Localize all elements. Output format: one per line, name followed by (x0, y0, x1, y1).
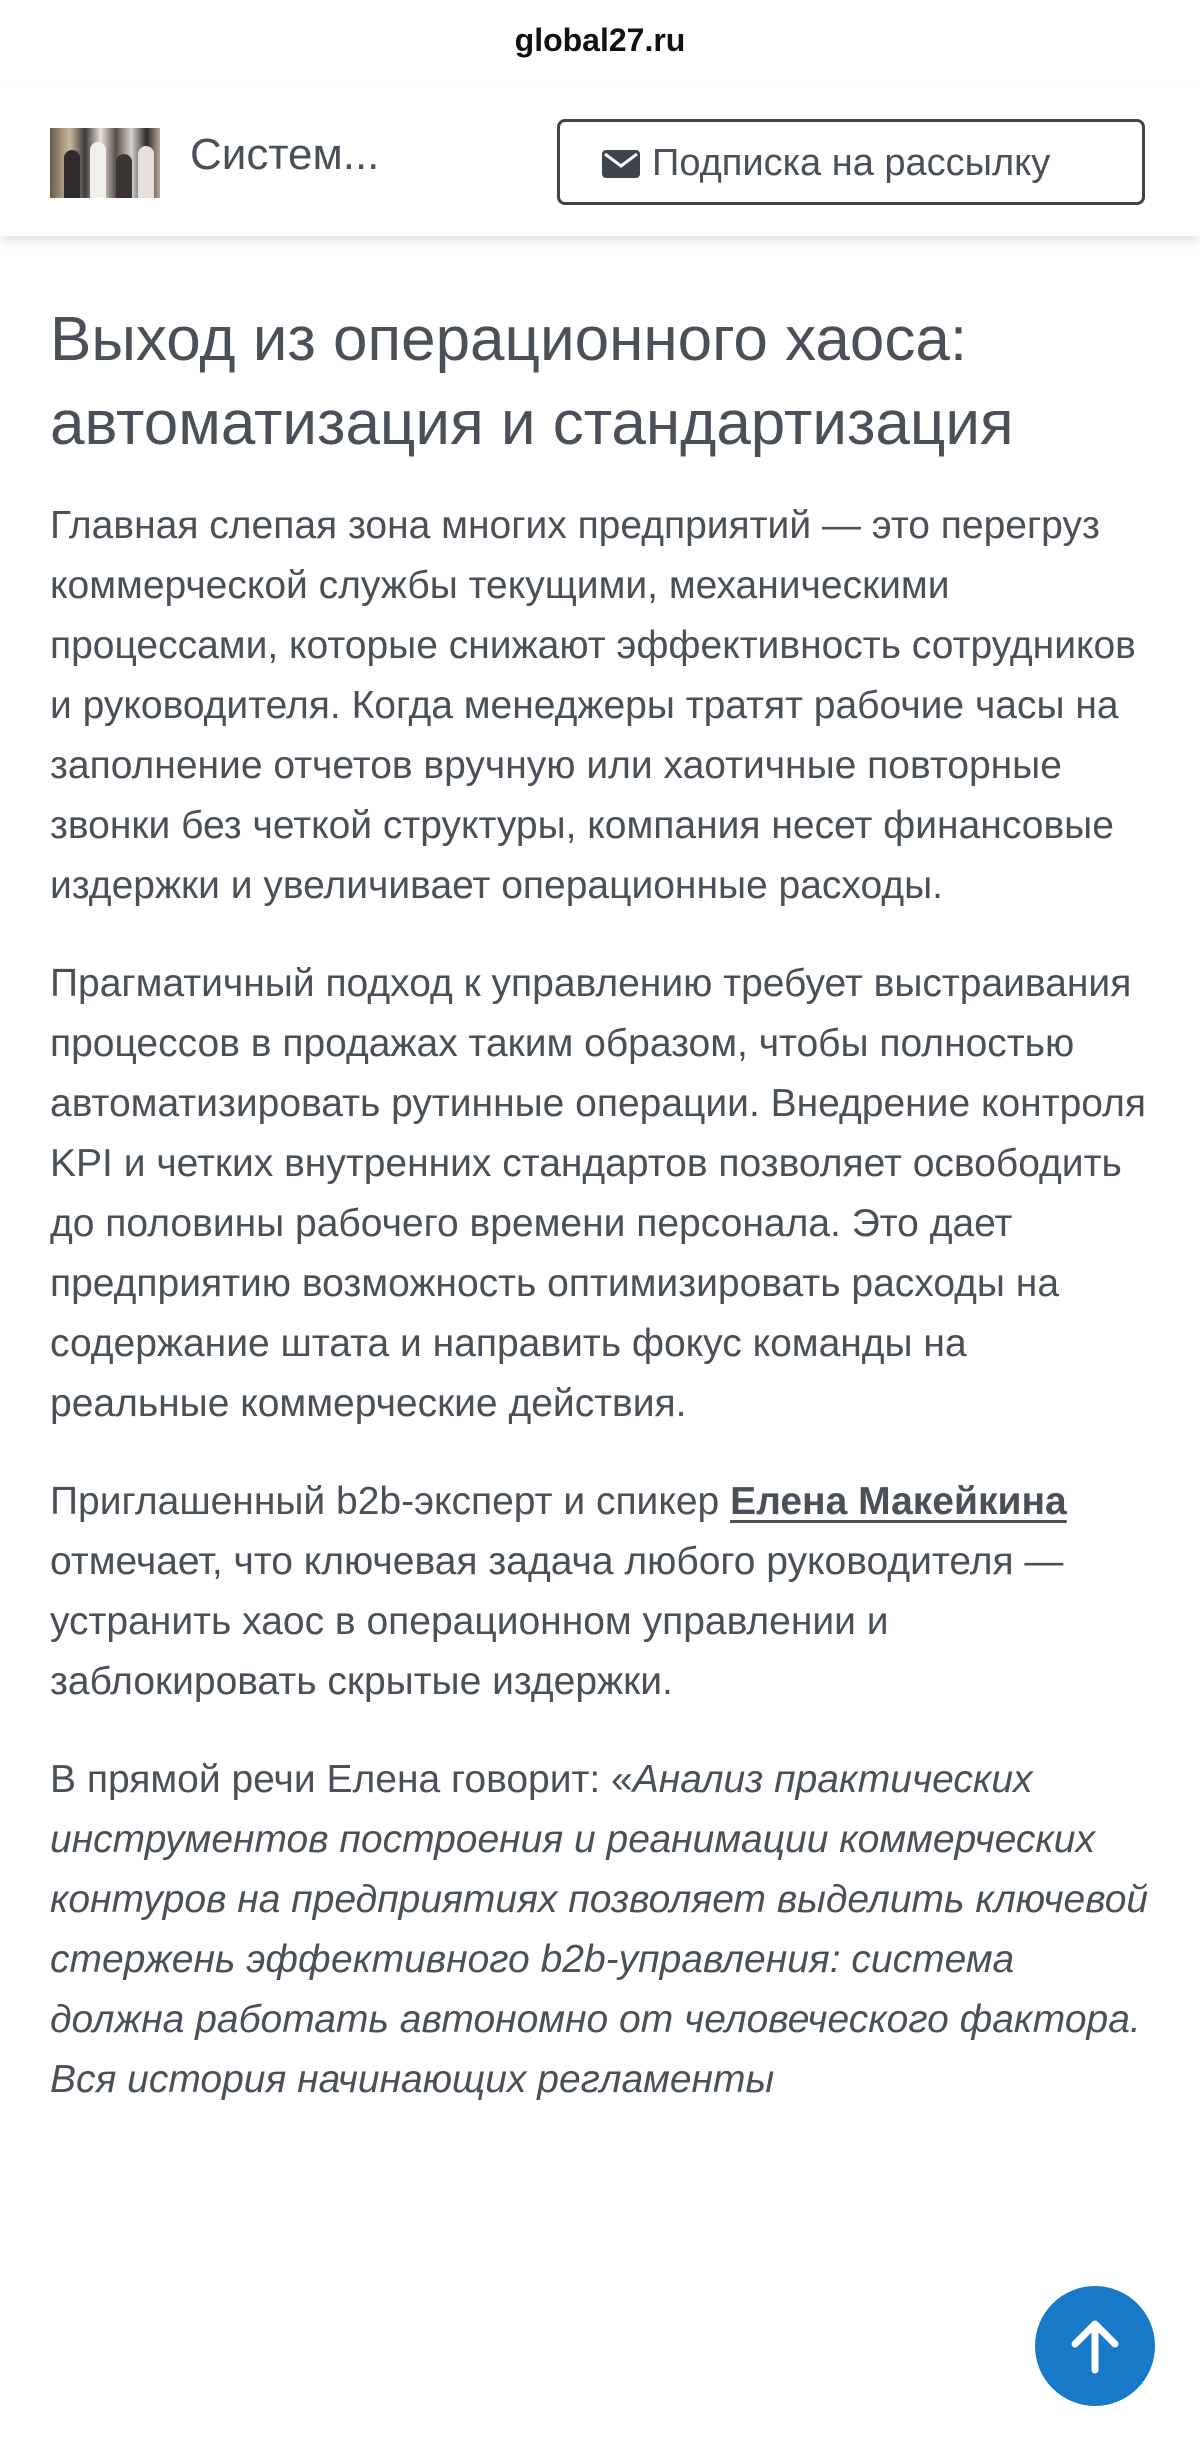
browser-url-bar[interactable] (0, 0, 1200, 86)
site-logo[interactable] (50, 128, 160, 198)
site-name[interactable]: Систем... (190, 130, 380, 179)
article-content (50, 236, 1150, 2110)
article-title: Выход из операционного хаоса: автоматизация и стандартизация (50, 305, 1014, 458)
paragraph-text: отмечает, что ключевая задача любого руководителя — устранить хаос в операционном управлении и заблокировать скрытые издержки. (50, 1540, 1064, 1703)
article-paragraph (50, 1750, 1150, 2110)
arrow-up-icon (1069, 2318, 1121, 2374)
url-text[interactable]: global27.ru (514, 22, 686, 58)
site-header (0, 86, 1200, 236)
article-paragraph: Главная слепая зона многих предприятий — это перегруз коммерческой службы текущими, механическими процессами, которые снижают эффективность сотрудников и руководителя. Когда менеджеры тратят рабочие часы на заполнение отчетов вручную или хаотичные повторные звонки без четкой структуры, компания несет финансовые издержки и увеличивает операционные расходы. (50, 504, 1136, 907)
scroll-to-top-button[interactable] (1035, 2286, 1155, 2406)
paragraph-text: В прямой речи Елена говорит: « (50, 1758, 633, 1801)
article-paragraph: Прагматичный подход к управлению требует выстраивания процессов в продажах таким образом, чтобы полностью автоматизировать рутинные операции. Внедрение контроля KPI и четких внутренних стандартов позволяет освободить до половины рабочего времени персонала. Это дает предприятию возможность оптимизировать расходы на содержание штата и направить фокус команды на реальные коммерческие действия. (50, 962, 1146, 1425)
envelope-icon (602, 150, 640, 178)
paragraph-text: Приглашенный b2b-эксперт и спикер (50, 1480, 731, 1523)
article-paragraph (50, 1472, 1150, 1712)
subscribe-button-label: Подписка на рассылку (652, 142, 1051, 184)
expert-name-link[interactable]: Елена Макейкина (730, 1480, 1067, 1523)
subscribe-button[interactable] (557, 119, 1145, 205)
quote-text: Анализ практических инструментов построения и реанимации коммерческих контуров на предприятиях позволяет выделить ключевой стержень эффективного b2b-управления: система должна работать автономно от человеческого фактора. Вся история начинающих регламенты (50, 1758, 1149, 2101)
